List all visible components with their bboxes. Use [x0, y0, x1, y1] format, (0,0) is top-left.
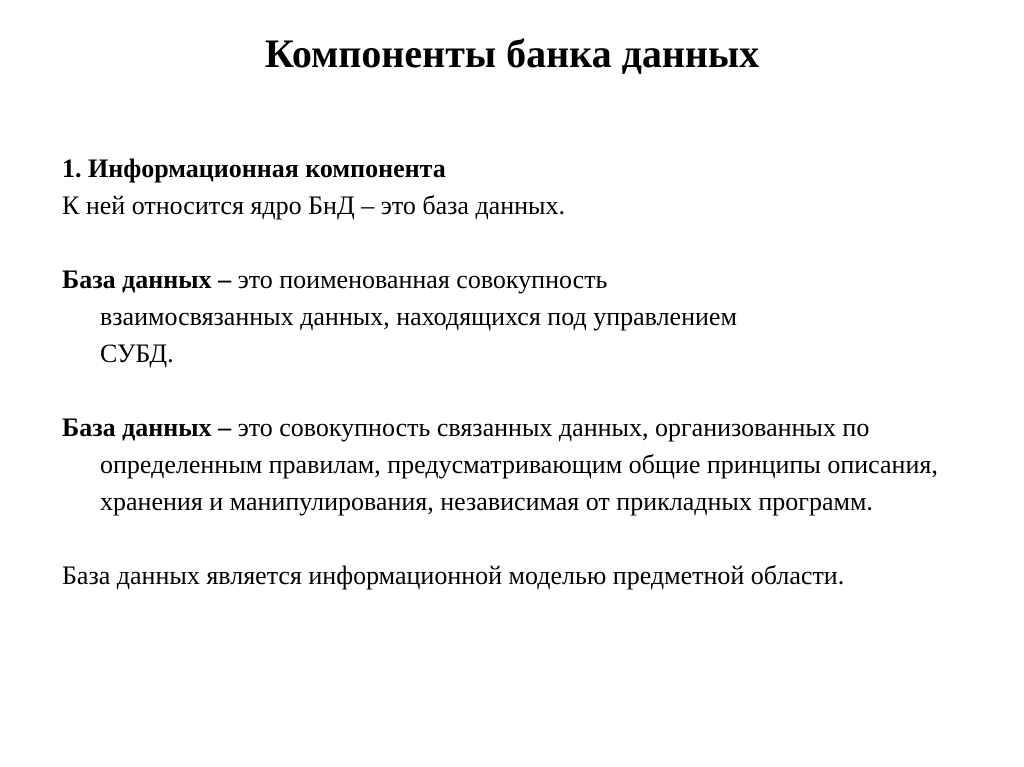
section-text: К ней относится ядро БнД – это база данных.	[62, 191, 566, 220]
statement: База данных является информационной моделью предметной области.	[62, 561, 845, 590]
definition-2	[62, 409, 950, 520]
section-heading: 1. Информационная компонента	[62, 154, 446, 183]
definition-2-term: База данных	[62, 413, 212, 442]
definition-2-text: это совокупность связанных данных, организованных по определенным правилам, предусматривающим общие принципы описания, хранения и манипулирования, независимая от прикладных программ.	[100, 413, 938, 516]
definition-1-term: База данных	[62, 265, 212, 294]
definition-1	[62, 261, 780, 372]
definition-1-text: это поименованная совокупность взаимосвязанных данных, находящихся под управлением СУБД.	[100, 265, 737, 368]
slide-title: Компоненты банка данных	[264, 31, 760, 76]
definition-2-dash: –	[211, 413, 238, 442]
spacer	[62, 224, 962, 261]
slide-body	[62, 150, 962, 594]
spacer	[62, 372, 962, 409]
spacer	[62, 520, 962, 557]
definition-1-dash: –	[211, 265, 238, 294]
